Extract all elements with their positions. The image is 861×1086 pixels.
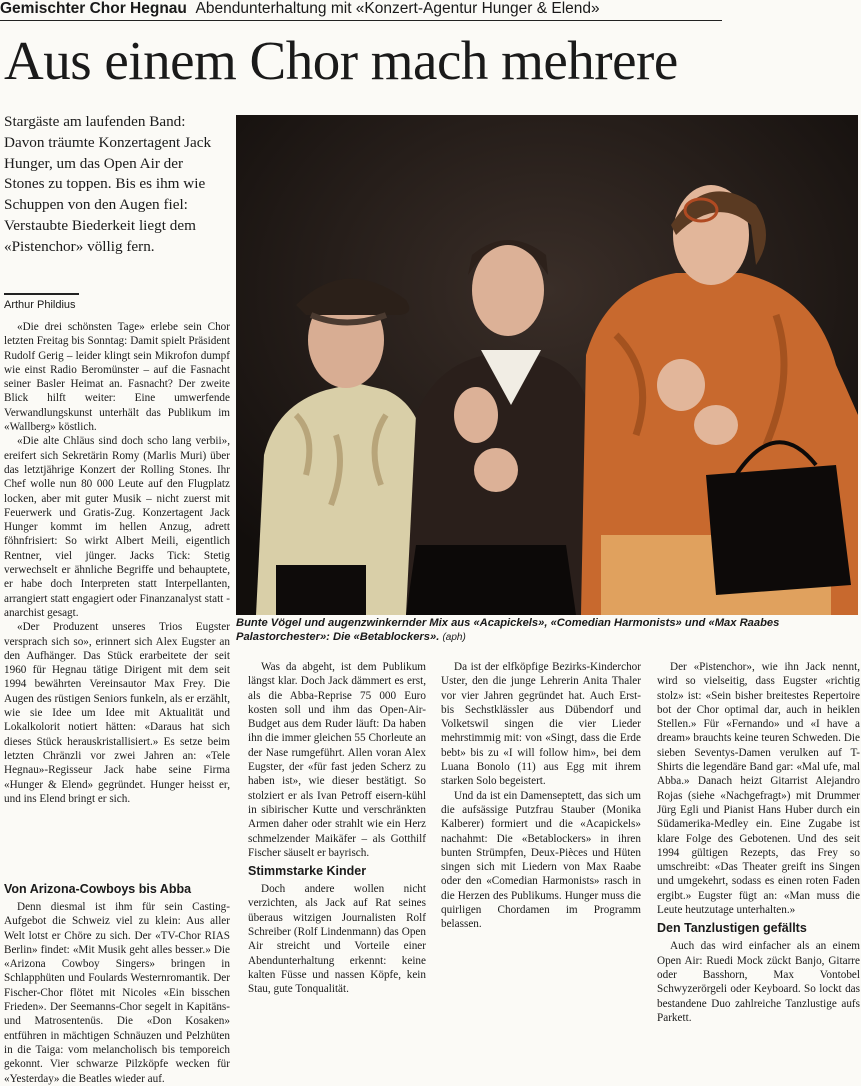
body-paragraph-6: Doch andere wollen nicht verzichten, als Jack auf Rat seines überaus witzigen Journalisten Rolf Schreiber (Rolf Lindenmann) das Open Air streicht und Vorteile einer Abendunterhaltung erkennt: keine kalten Füsse und nassen Köpfe, kein Stau, gute Tonqualität.: [248, 883, 426, 996]
photo-credit: (aph): [442, 632, 466, 643]
column-1-bottom: [4, 878, 230, 1086]
stage-photo: [236, 115, 858, 615]
body-paragraph-4: Denn diesmal ist ihm für sein Casting-Aufgebot die Schweiz viel zu klein: Aus aller Welt lotst er Chöre zu sich. Der «TV-Chor RIAS Berlin» findet: «Mit Musik geht alles besser.» Die «Arizona Cowboy Singers» bringen in Schlapphüten und Foulards Westernromantik. Der Fischer-Chor flötet mit Nicoles «Ein bisschen Frieden». Der Seemanns-Chor segelt in Kapitäns- und Matrosentenüs. Die «Don Kosaken» entführen in mächtigen Schnäuzen und Pelzhüten in die Taiga: vom melancholisch bis temporeich gekonnt. Vier schwarze Pilzköpfe wecken für «Yesterday» die Beatles wieder auf.: [4, 901, 230, 1085]
subhead-kinder: Stimmstarke Kinder: [248, 864, 367, 879]
body-paragraph-8: Und da ist ein Damenseptett, das sich um die aufsässige Putzfrau Stauber (Monika Kalberer) formiert und die «Acapickels» nachahmt: Die «Betablockers» in ihren bunten Strümpfen, Deux-Pièces und Hüten singen sich mit Liedern von Max Raabe oder den «Comedian Harmonists» rasch in die Herzen des Publikums. Hunger muss die quirligen Chordamen im Programm belassen.: [441, 789, 641, 931]
topic-line: Abendunterhaltung mit «Konzert-Agentur Hunger & Elend»: [195, 0, 600, 17]
body-paragraph-7: Da ist der elfköpfige Bezirks-Kinderchor Uster, den die junge Lehrerin Anita Thaler vor vier Jahren gegründet hat. Auch Erst- bis Sechstklässler aus Dübendorf und Volketswil singen die vier Lieder mehrstimmig mit: von «Singt, dass die Erde bebt» bis zu «I will follow him», bei dem Luana Bonolo (11) aus Egg mit ihrem starken Solo begeistert.: [441, 661, 641, 788]
column-4: [657, 660, 860, 1025]
photo-caption: [236, 616, 858, 645]
body-paragraph-1: «Die drei schönsten Tage» erlebe sein Chor letzten Freitag bis Sonntag: Damit spielt Präsident Rudolf Gerig – leider klingt sein Mikrofon dumpf wie einst Radio Beromünster – auf die Fasnacht seiner Basler Heimat an. Fasnacht? Der zweite Blick hilft weiter: Eine umwerfende Verwandlungskunst unterhält das Publikum im «Wallberg» köstlich.: [4, 321, 230, 434]
subhead-tanz: Den Tanzlustigen gefällts: [657, 921, 807, 936]
body-paragraph-5: Was da abgeht, ist dem Publikum längst klar. Doch Jack dämmert es erst, als die Abba-Reprise 75 000 Euro kosten soll und ihm das Open-Air-Budget aus dem Ruder läuft: Da haben ihn die immer gleichen 55 Chorleute an der Nase rumgeführt. Allen voran Alex Eugster, der «für fast jeden Scherz zu haben ist», wie dieser bestätigt. So stolziert er als Ivan Petroff eisern-kühl in sibirischer Kutte und verschränkten Armen daher oder strahlt wie ein Herz schmelzender Maikäfer – als Gotthilf Fischer säuselt er bayrisch.: [248, 661, 426, 859]
body-paragraph-2: «Die alte Chläus sind doch scho lang verbii», ereifert sich Sekretärin Romy (Marlis Muri) über das letztjährige Konzert der Rolling Stones. Ihr Chef wolle nun 80 000 Leute auf den Flugplatz locken, aber mit guter Musik – nicht zuerst mit Feuerwerk und Gratis-Zug. Konzertagent Jack Hunger kommt im hellen Anzug, adrett föhnfrisiert: So wirkt Albert Meili, eigentlich Rentner, viel jünger. Jacks Tick: Stetig verwechselt er ähnliche Begriffe und behauptete, er habe doch Interpreten statt Interpellanten, arrangiert statt engagiert oder Finanzanalyst statt -anarchist gesagt.: [4, 435, 230, 619]
headline: Aus einem Chor mach mehrere: [4, 30, 678, 91]
lead-paragraph: Stargäste am laufenden Band: Davon träumte Konzertagent Jack Hunger, um das Open Air der Stones zu toppen. Bis es ihm wie Schuppen von den Augen fiel: Verstaubte Biederkeit liegt dem «Pistenchor» völlig fern.: [4, 113, 212, 255]
body-paragraph-3: «Der Produzent unseres Trios Eugster versprach sich so», erinnert sich Alex Eugster an den Aufhänger. Das Stück erarbeitete der seit 1960 für Hegnau tätige Dirigent mit dem seit 1994 bewährten Vereinsautor Max Frey. Die Augen des rüstigen Seniors funkeln, als er erzählt, wie sie Idee um Idee mit Aktualität und Lokalkolorit notiert hätten: «Daraus hat sich dieses Stück herauskristallisiert.» Es setze beim letzten Chränzli vor zwei Jahren an: «Tele Hegnau»-Regisseur Jack habe seine Firma «Hunger & Elend» gegründet. Hunger heisst er, und ins Elend bringt er sich.: [4, 621, 230, 805]
author-byline: Arthur Phildius: [4, 299, 76, 311]
photo-illustration: [236, 115, 858, 615]
column-1: [4, 320, 230, 806]
kicker: [0, 0, 722, 21]
body-paragraph-10: Auch das wird einfacher als an einem Open Air: Ruedi Mock zückt Banjo, Gitarre oder Basshorn, Max Vontobel Schwyzerörgeli oder Keyboard. So lockt das bestandene Duo zahlreiche Tanzlustige aufs Parkett.: [657, 940, 860, 1024]
subhead-arizona: Von Arizona-Cowboys bis Abba: [4, 882, 192, 896]
body-paragraph-9: Der «Pistenchor», wie ihn Jack nennt, wird so vielseitig, dass Eugster «richtig stolz» ist: «Sein bisher breitestes Repertoire bot der Chor optimal dar, auch in heiklen Stellen.» Für «Fernando» und «I have a dream» brauchts keine teuren Schweden. Die sieben Seventys-Damen verulken auf T-Shirts die legendäre Band gar: «Mal ufe, mal Abba.» Danach heizt Gitarrist Alejandro Rojas (siehe «Nachgefragt») mit Drummer Jürg Egli und Pianist Hans Huber durch ein Südamerika-Medley ein. Eine Zugabe ist klare Folge des Gebotenen. Und des seit 1994 gültigen Rezepts, das Frey so umschreibt: «Das Theater greift ins Singen und umgekehrt, sodass es einen roten Faden ergibt.» Eugster fügt an: «Man muss die Leute heutzutage unterhalten.»: [657, 661, 860, 917]
caption-text: Bunte Vögel und augenzwinkernder Mix aus «Acapickels», «Comedian Harmonists» und «Max Raabes Palastorchester»: Die «Betablockers».: [236, 617, 780, 643]
column-2: [248, 660, 426, 997]
author-separator: [4, 293, 79, 295]
section-name: Gemischter Chor Hegnau: [0, 0, 187, 17]
column-3: [441, 660, 641, 932]
